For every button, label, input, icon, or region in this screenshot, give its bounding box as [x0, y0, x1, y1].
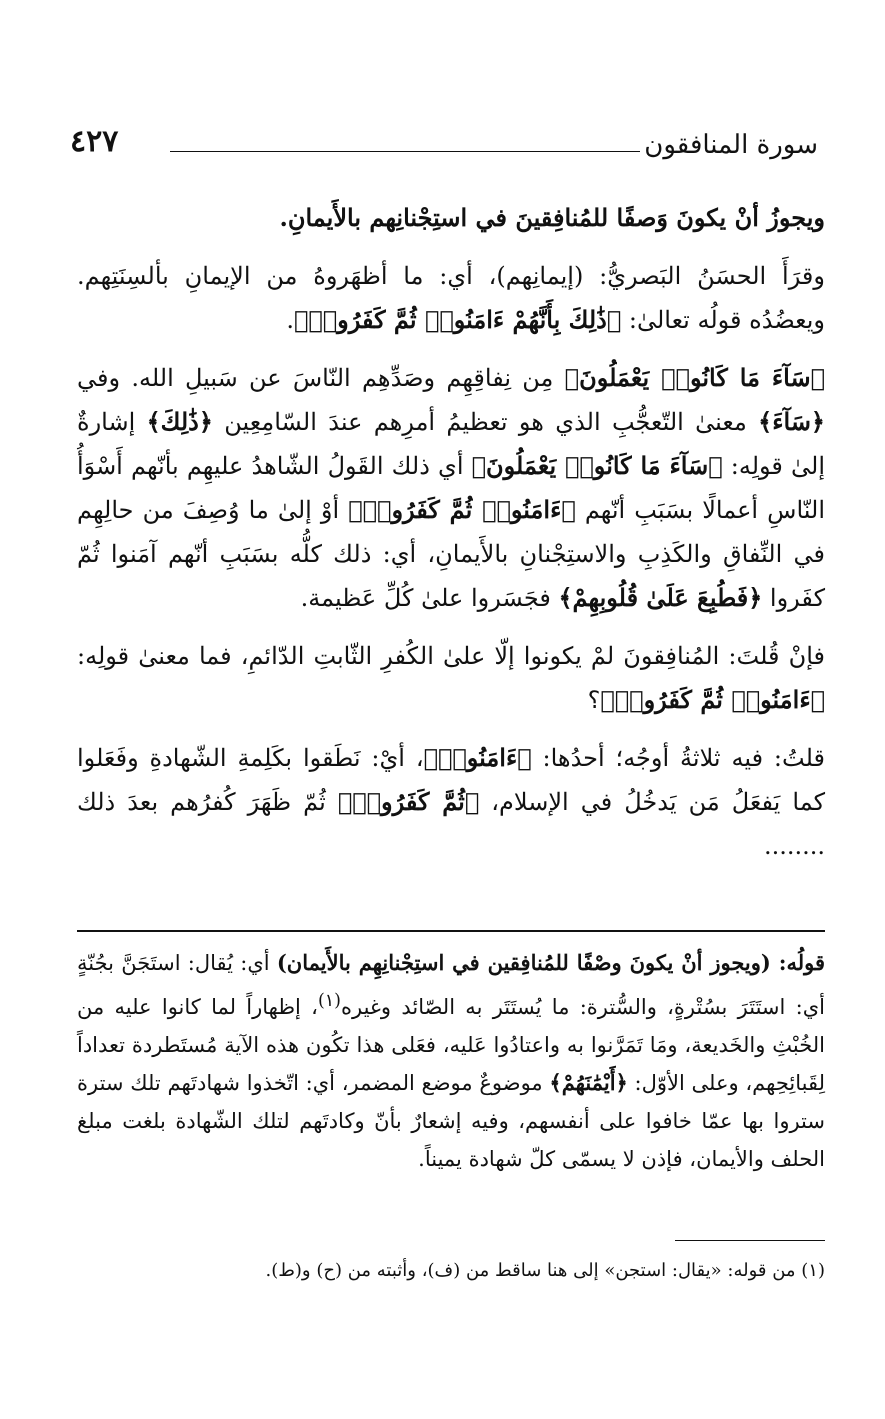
- footnotes: [77, 1256, 825, 1286]
- header-rule: [170, 151, 640, 152]
- quran-quote: ﴿ثُمَّ كَفَرُوا۟﴾: [337, 787, 480, 816]
- gloss-paragraph: [77, 944, 825, 1178]
- text-segment: أوْ إلىٰ ما وُصِفَ من حالِهِم في النِّفاقِ والكَذِبِ والاستِجْنانِ بالأَيمانِ، أي: ذلك كلُّه بسَبَبِ أنّهم آمَنوا ثُمّ كفَروا: [77, 496, 825, 612]
- text-segment: مِن نِفاقِهِم وصَدِّهِم النّاسَ عن سَبيلِ الله. وفي: [77, 364, 565, 392]
- footnote-reference: (١): [317, 991, 341, 1011]
- quran-quote: ﴿ءَامَنُوا۟﴾: [423, 743, 532, 772]
- text-segment: ، إظهاراً لما كانوا عليه من الخُبْثِ والخَديعة، ومَا تَمَرَّنوا به واعتادُوا عَليه، فعَلى هذا تكُون هذه الآية مُستَطردة تعداداً لِقَبائِحِهم، وعلى الأوّل:: [77, 995, 825, 1095]
- continuation-dots: ........: [763, 832, 825, 860]
- footnote-divider: [675, 1240, 825, 1241]
- main-text: [77, 196, 825, 882]
- text-segment: .: [286, 306, 294, 334]
- surah-title: سورة المنافقون: [644, 130, 818, 160]
- quran-quote: ﴿فَطُبِعَ عَلَىٰ قُلُوبِهِمْ﴾: [558, 583, 763, 612]
- footnote-1: (١) من قوله: «يقال: استجن» إلى هنا ساقط من (ف)، وأثبته من (ح) و(ط).: [265, 1260, 825, 1281]
- running-header: [70, 120, 818, 176]
- gloss-lemma: قولُه: (ويجوز أنْ يكونَ وصْفًا للمُنافِقين في استِجْنانِهِم بالأَيمان): [276, 950, 825, 975]
- quran-quote: ﴿ذَٰلِكَ﴾: [146, 407, 213, 436]
- quran-quote: ﴿سَآءَ مَا كَانُوا۟ يَعْمَلُونَ﴾: [564, 363, 826, 392]
- text-segment: أي ذلك القَولُ الشّاهدُ عليهِم بأنّهم أَسْوَأُ النّاسِ أعمالًا بسَبَبِ أنّهم: [77, 452, 825, 524]
- text-segment: فإنْ قُلتَ: المُنافِقونَ لمْ يكونوا إلّا علىٰ الكُفرِ الثّابتِ الدّائمِ، فما معنىٰ قولِه:: [77, 642, 825, 670]
- text-segment: موضوعٌ موضع المضمر، أي: اتّخذوا شهادتَهم تلك سترة ستروا بها عمّا خافوا على أنفسهم، وفيه إشعارٌ بأنّ وكادتَهم لتلك الشّهادة بلغت مبلغ الحلف والأيمان، فإذن لا يسمّى كلّ شهادة يميناً.: [77, 1071, 825, 1171]
- text-segment: معنىٰ التّعجُّبِ الذي هو تعظيمُ أمرِهم عندَ السّامِعِين: [212, 408, 759, 436]
- text-segment: ثُمّ ظَهَرَ كُفرُهم بعدَ ذلك: [77, 788, 338, 816]
- quran-quote: ﴿ءَامَنُوا۟ ثُمَّ كَفَرُوا۟﴾: [600, 685, 825, 714]
- paragraph-3: [77, 356, 825, 620]
- main-text-divider: [77, 930, 825, 932]
- text-segment: فجَسَروا علىٰ كُلِّ عَظيمة.: [300, 584, 559, 612]
- quran-quote: ﴿سَآءَ﴾: [758, 407, 825, 436]
- commentary-gloss: [77, 944, 825, 1178]
- page-number: ٤٢٧: [70, 124, 119, 159]
- paragraph-2: [77, 254, 825, 342]
- paragraph-1: ويجوزُ أنْ يكونَ وَصفًا للمُنافِقينَ في استِجْنانِهم بالأَيمانِ.: [279, 203, 825, 232]
- text-segment: ، أيْ: نَطَقوا بكَلِمةِ الشّهادةِ وفَعَلوا كما يَفعَلُ مَن يَدخُلُ في الإسلام،: [77, 744, 825, 816]
- text-segment: قلتُ: فيه ثلاثةُ أوجُه؛ أحدُها:: [531, 744, 825, 772]
- quran-quote: ﴿ءَامَنُوا۟ ثُمَّ كَفَرُوا۟﴾: [348, 495, 576, 524]
- text-segment: إشارةٌ إلىٰ قولِه:: [77, 408, 825, 480]
- text-segment: وقرَأَ الحسَنُ البَصريُّ: (إيمانِهم)، أي: ما أظهَروهُ من الإيمانِ بألسِنَتِهم. ويعضُدُه قولُه تعالىٰ:: [77, 262, 825, 334]
- text-segment: أي: يُقال: استَجَنَّ بجُنّةٍ أي: استَتَرَ بسُتْرةٍ، والسُّترة: ما يُستَتَر به الصّائد وغيره: [77, 951, 825, 1019]
- paragraph-5: [77, 736, 825, 868]
- quran-quote: ﴿أَيْمَٰنَهُمْ﴾: [549, 1070, 628, 1095]
- quran-quote: ﴿سَآءَ مَا كَانُوا۟ يَعْمَلُونَ﴾: [471, 451, 723, 480]
- paragraph-4: [77, 634, 825, 722]
- quran-quote: ﴿ذَٰلِكَ بِأَنَّهُمْ ءَامَنُوا۟ ثُمَّ كَفَرُوا۟﴾: [293, 305, 622, 334]
- text-segment: ؟: [587, 686, 601, 714]
